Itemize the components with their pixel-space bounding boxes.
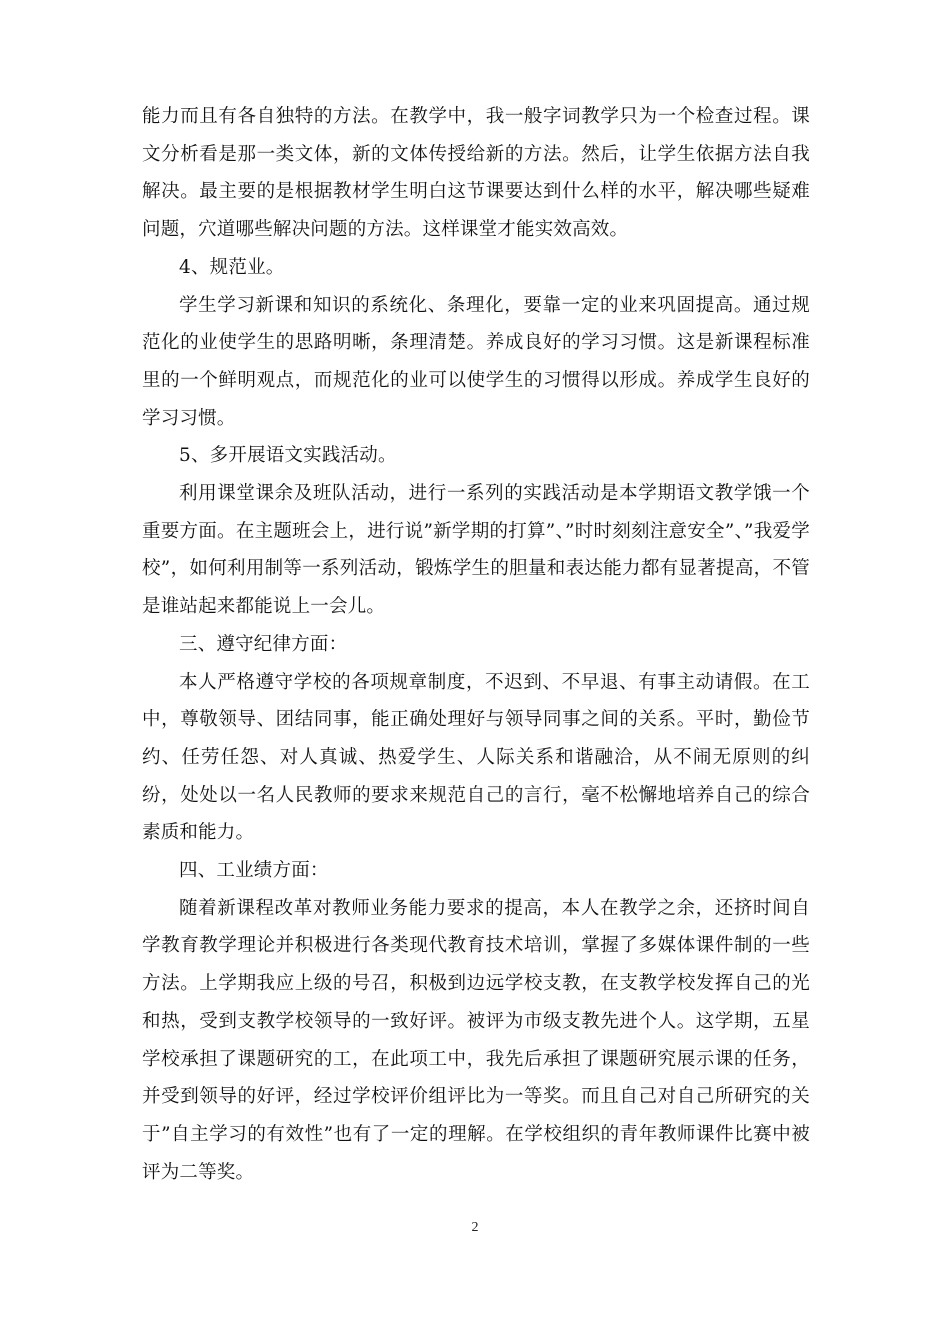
paragraph-homework: 学生学习新课和知识的系统化、条理化，要靠一定的业来巩固提高。通过规范化的业使学生的思路明晰，条理清楚。养成良好的学习习惯。这是新课程标准里的一个鲜明观点，而规范化的业可以使学生的习惯得以形成。养成学生良好的学习习惯。 [142,294,810,429]
page-number: 2 [471,1220,479,1235]
paragraph-continuation: 能力而且有各自独特的方法。在教学中，我一般字词教学只为一个检查过程。课文分析看是那一类文体，新的文体传授给新的方法。然后，让学生依据方法自我解决。最主要的是根据教材学生明白这节课要达到什么样的水平，解决哪些疑难问题，穴道哪些解决问题的方法。这样课堂才能实效高效。 [142,106,810,241]
section-heading-5: 5、多开展语文实践活动。 [179,445,397,467]
section-heading-achievements: 四、工业绩方面： [179,860,329,882]
section-heading-discipline: 三、遵守纪律方面： [179,633,348,655]
section-heading-4: 4、规范业。 [179,256,285,278]
paragraph-practice-activities: 利用课堂课余及班队活动，进行一系列的实践活动是本学期语文教学饿一个重要方面。在主题班会上，进行说”新学期的打算”、”时时刻刻注意安全”、”我爱学校”，如何利用制等一系列活动，锻炼学生的胆量和表达能力都有显著提高，不管是谁站起来都能说上一会儿。 [142,483,810,618]
paragraph-discipline: 本人严格遵守学校的各项规章制度，不迟到、不早退、有事主动请假。在工中，尊敬领导、团结同事，能正确处理好与领导同事之间的关系。平时，勤俭节约、任劳任怨、对人真诚、热爱学生、人际关系和谐融洽，从不闹无原则的纠纷，处处以一名人民教师的要求来规范自己的言行，毫不松懈地培养自己的综合素质和能力。 [142,671,810,844]
paragraph-achievements: 随着新课程改革对教师业务能力要求的提高，本人在教学之余，还挤时间自学教育教学理论并积极进行各类现代教育技术培训，掌握了多媒体课件制的一些方法。上学期我应上级的号召，积极到边远学校支教，在支教学校发挥自己的光和热，受到支教学校领导的一致好评。被评为市级支教先进个人。这学期，五星学校承担了课题研究的工，在此项工中，我先后承担了课题研究展示课的任务，并受到领导的好评，经过学校评价组评比为一等奖。而且自己对自己所研究的关于”自主学习的有效性”也有了一定的理解。在学校组织的青年教师课件比赛中被评为二等奖。 [142,897,810,1183]
document-body [142,98,810,1191]
